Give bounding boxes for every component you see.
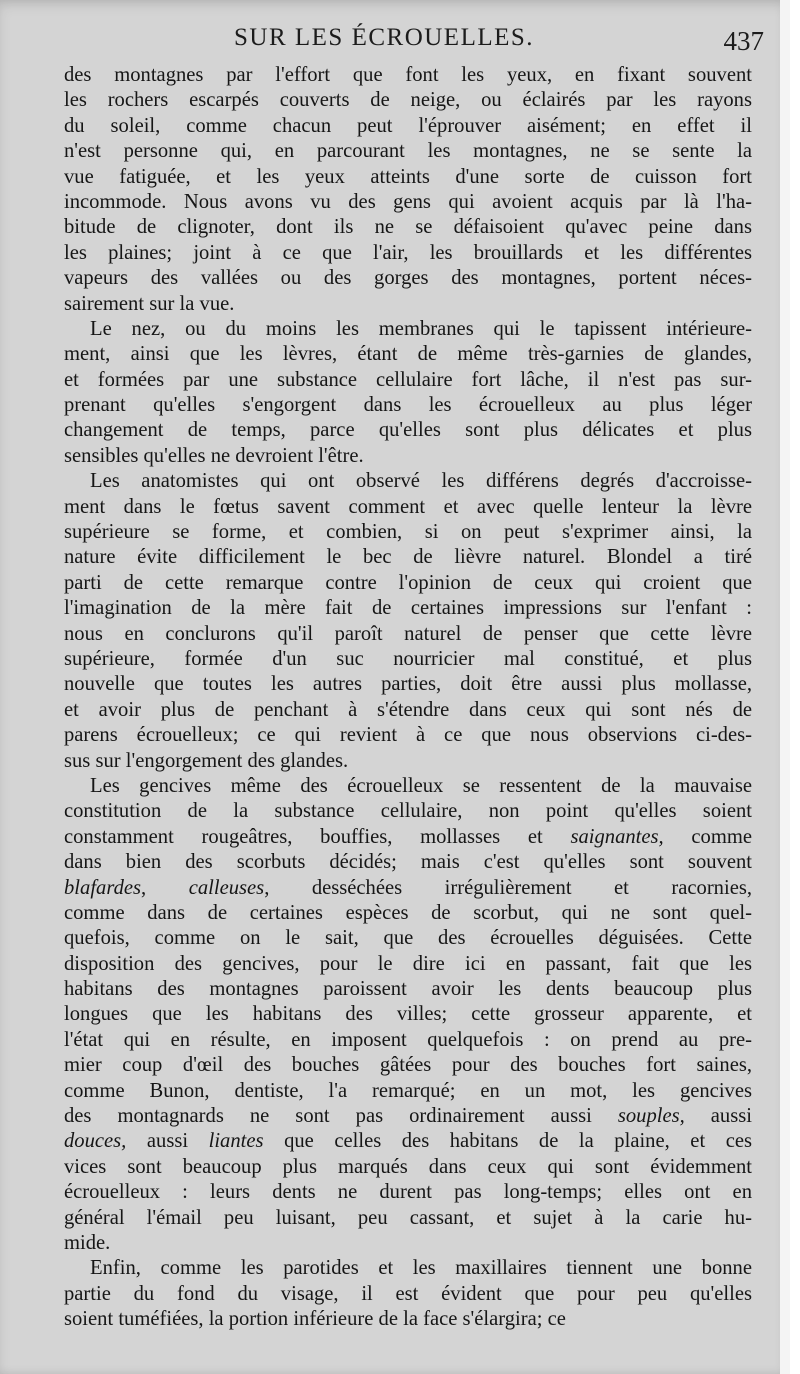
page-body-text [64,63,752,1333]
text-line [64,1129,752,1154]
text-run: sensibles qu'elles ne devroient l'être. [64,444,364,467]
text-run: quefois, comme on le sait, que des écrouelles déguisées. Cette [64,927,752,950]
text-run: nouvelle que toutes les autres parties, doit être aussi plus mollasse, [64,673,752,696]
text-run: dans bien des scorbuts décidés; mais c'est qu'elles sont souvent [64,851,752,874]
text-line [64,799,752,824]
text-run: des montagnards ne sont pas ordinairement aussi [64,1105,618,1128]
text-line [64,241,752,266]
text-line [64,1256,752,1281]
text-line [64,342,752,367]
text-run: Les anatomistes qui ont observé les différens degrés d'accroisse- [90,470,752,493]
text-run: n'est personne qui, en parcourant les montagnes, ne se sente la [64,140,752,163]
text-line [64,1053,752,1078]
text-line [64,495,752,520]
text-run: comme [663,825,752,848]
text-run: les plaines; joint à ce que l'air, les brouillards et les différentes [64,241,752,264]
text-run: , desséchées irrégulièrement et racornies, [264,876,752,899]
text-line [64,952,752,977]
text-line [64,418,752,443]
text-run: sus sur l'engorgement des glandes. [64,749,349,772]
text-line [64,317,752,342]
text-run: nature évite difficilement le bec de lièvre naturel. Blondel a tiré [64,546,752,569]
text-run: longues que les habitans des villes; cette grosseur apparente, et [64,1003,752,1026]
text-line [64,850,752,875]
italic-text: calleuses [188,876,265,899]
page-edge [780,0,790,1374]
text-line [64,292,752,317]
text-line [64,1079,752,1104]
text-run: mide. [64,1231,111,1254]
text-line [64,393,752,418]
text-run: des montagnes par l'effort que font les yeux, en fixant souvent [64,64,752,86]
text-run: constitution de la substance cellulaire, non point qu'elles soient [64,800,752,823]
italic-text: souples, [617,1105,685,1128]
text-line [64,114,752,139]
text-run: supérieure, formée d'un suc nourricier mal constitué, et plus [64,647,752,670]
text-run: , [141,876,189,899]
text-line [64,1282,752,1307]
text-run: prenant qu'elles s'engorgent dans les écrouelleux au plus léger [64,394,752,417]
text-line [64,88,752,113]
text-line [64,774,752,799]
text-line [64,1206,752,1231]
text-line [64,1028,752,1053]
text-line [64,749,752,774]
text-run: vapeurs des vallées ou des gorges des montagnes, portent néces- [64,267,752,290]
text-line [64,444,752,469]
text-run: sairement sur la vue. [64,292,235,315]
text-line [64,1180,752,1205]
text-line [64,901,752,926]
running-head: SUR LES ÉCROUELLES. [234,24,535,51]
text-line [64,698,752,723]
italic-text: liantes [208,1130,264,1153]
text-run: changement de temps, parce qu'elles sont plus délicates et plus [64,419,752,442]
paragraph [64,317,752,469]
text-line [64,977,752,1002]
italic-text: saignantes, [570,825,664,848]
text-run: écrouelleux : leurs dents ne durent pas long-temps; elles ont en [64,1181,752,1204]
text-run: disposition des gencives, pour le dire ici en passant, fait que les [64,952,752,975]
text-line [64,469,752,494]
text-run: parens écrouelleux; ce qui revient à ce que nous observions ci-des- [64,724,752,747]
text-run: Enfin, comme les parotides et les maxillaires tiennent une bonne [90,1257,752,1280]
text-run: Le nez, ou du moins les membranes qui le tapissent intérieure- [90,317,752,340]
text-run: l'état qui en résulte, en imposent quelquefois : on prend au pre- [64,1028,752,1051]
text-line [64,545,752,570]
text-run: parti de cette remarque contre l'opinion de ceux qui croient que [64,571,752,594]
paragraph [64,1256,752,1332]
paragraph [64,469,752,774]
text-line [64,596,752,621]
text-line [64,266,752,291]
text-line [64,1231,752,1256]
page-number: 437 [723,26,764,56]
text-line [64,520,752,545]
text-run: les rochers escarpés couverts de neige, ou éclairés par les rayons [64,89,752,112]
italic-text: douces, [64,1130,127,1153]
text-line [64,1002,752,1027]
text-run: comme dans de certaines espèces de scorbut, qui ne sont quel- [64,901,752,924]
text-run: ment, ainsi que les lèvres, étant de même très-garnies de glandes, [64,343,752,366]
text-line [64,926,752,951]
text-run: aussi [684,1105,752,1128]
text-run: ment dans le fœtus savent comment et avec quelle lenteur la lèvre [64,495,752,518]
text-line [64,1104,752,1129]
text-line [64,215,752,240]
text-line [64,672,752,697]
text-run: bitude de clignoter, dont ils ne se défaisoient qu'avec peine dans [64,216,752,239]
text-run: vue fatiguée, et les yeux atteints d'une sorte de cuisson fort [64,165,752,188]
text-run: supérieure se forme, et combien, si on peut s'exprimer ainsi, la [64,521,752,544]
paragraph [64,63,752,317]
text-run: incommode. Nous avons vu des gens qui avoient acquis par là l'ha- [64,190,752,213]
text-line [64,368,752,393]
text-line [64,63,752,88]
text-run: partie du fond du visage, il est évident que pour peu qu'elles [64,1282,752,1305]
text-run: mier coup d'œil des bouches gâtées pour des bouches fort saines, [64,1054,752,1077]
text-run: aussi [126,1130,209,1153]
text-run: et avoir plus de penchant à s'étendre dans ceux qui sont nés de [64,698,752,721]
text-run: vices sont beaucoup plus marqués dans ceux qui sont évidemment [64,1155,752,1178]
text-line [64,1155,752,1180]
text-line [64,647,752,672]
text-line [64,622,752,647]
text-line [64,825,752,850]
page-header [66,24,766,60]
text-run: habitans des montagnes paroissent avoir les dents beaucoup plus [64,978,752,1001]
text-run: du soleil, comme chacun peut l'éprouver aisément; en effet il [64,114,752,137]
text-line [64,190,752,215]
text-line [64,139,752,164]
text-line [64,876,752,901]
paragraph [64,774,752,1256]
text-line [64,571,752,596]
text-run: général l'émail peu luisant, peu cassant, et sujet à la carie hu- [64,1206,752,1229]
text-run: que celles des habitans de la plaine, et ces [263,1130,752,1153]
italic-text: blafardes [64,876,142,899]
text-run: comme Bunon, dentiste, l'a remarqué; en un mot, les gencives [64,1079,752,1102]
text-run: constamment rougeâtres, bouffies, mollasses et [64,825,571,848]
text-run: Les gencives même des écrouelleux se ressentent de la mauvaise [90,774,752,797]
text-line [64,1307,752,1332]
text-run: nous en conclurons qu'il paroît naturel de penser que cette lèvre [64,622,752,645]
text-line [64,165,752,190]
text-run: et formées par une substance cellulaire fort lâche, il n'est pas sur- [64,368,752,391]
text-line [64,723,752,748]
text-run: soient tuméfiées, la portion inférieure de la face s'élargira; ce [64,1308,566,1331]
text-run: l'imagination de la mère fait de certaines impressions sur l'enfant : [64,597,752,620]
